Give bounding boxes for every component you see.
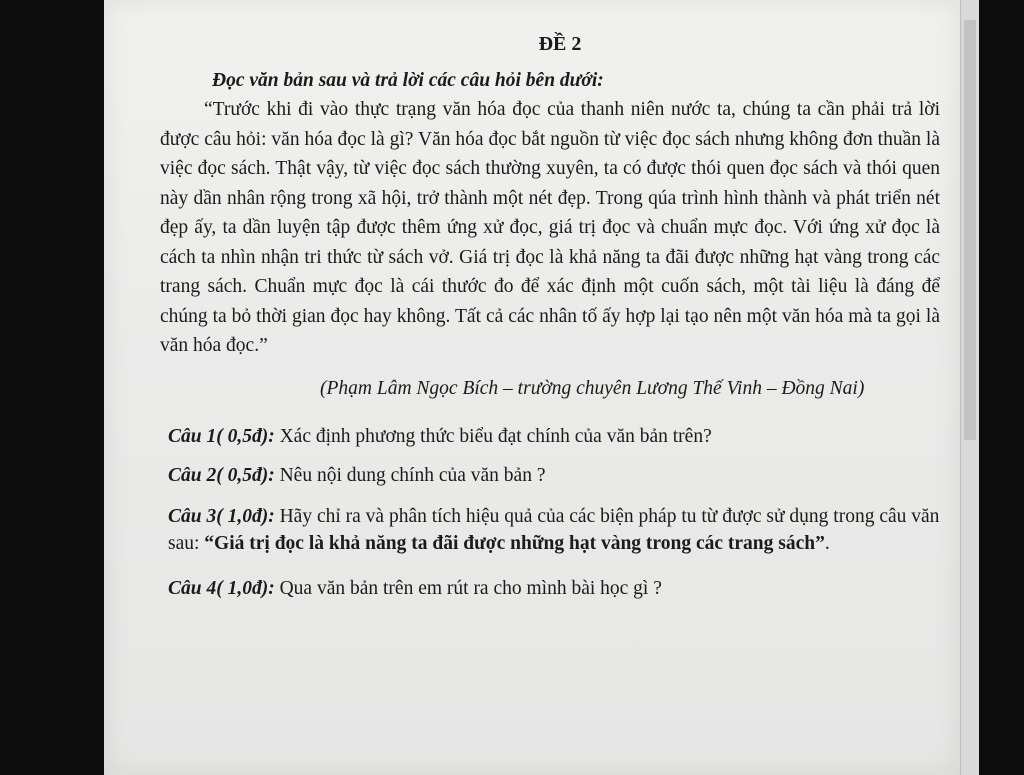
question-1-label: Câu 1( 0,5đ): [168, 425, 275, 447]
document-title: ĐỀ 2 [538, 33, 582, 55]
question-2-label: Câu 2( 0,5đ): [168, 464, 275, 486]
question-2 [168, 462, 940, 489]
question-3-end: . [824, 532, 830, 554]
question-1 [168, 423, 940, 450]
question-3-label: Câu 3( 1,0đ): [168, 505, 275, 527]
instruction-text: Đọc văn bản sau và trả lời các câu hỏi bên dưới: [212, 69, 604, 91]
vertical-scrollbar[interactable] [960, 0, 979, 775]
question-3 [168, 503, 940, 557]
question-1-text: Xác định phương thức biểu đạt chính của văn bản trên? [274, 425, 712, 447]
question-4-text: Qua văn bản trên em rút ra cho mình bài học gì ? [274, 577, 662, 599]
document-content [160, 30, 940, 602]
question-3-text: Hãy chỉ ra và phân tích hiệu quả của các biện pháp tu từ được sử dụng trong câu văn sau: [168, 505, 940, 554]
question-4 [168, 575, 940, 602]
question-3-quote: “Giá trị đọc là khả năng ta đãi được những hạt vàng trong các trang sách” [204, 532, 825, 554]
question-4-label: Câu 4( 1,0đ): [168, 577, 275, 599]
scrollbar-thumb[interactable] [964, 20, 976, 440]
question-2-text: Nêu nội dung chính của văn bản ? [274, 464, 546, 486]
reading-passage: “Trước khi đi vào thực trạng văn hóa đọc của thanh niên nước ta, chúng ta cần phải trả lời được câu hỏi: văn hóa đọc là gì? Văn hóa đọc bắt nguồn từ việc đọc sách nhưng không đơn thuần là việc đọc sách. Thật vậy, từ việc đọc sách thường xuyên, ta có được thói quen đọc sách và thói quen này dần nhân rộng trong xã hội, trở thành một nét đẹp. Trong qúa trình hình thành và phát triển nét đẹp ấy, ta dần luyện tập được thêm ứng xử đọc, giá trị đọc và chuẩn mực đọc. Với ứng xử đọc là cách ta nhìn nhận tri thức từ sách vở. Giá trị đọc là khả năng ta đãi được những hạt vàng trong các trang sách. Chuẩn mực đọc là cái thước đo để xác định một cuốn sách, một tài liệu là đáng để chúng ta bỏ thời gian đọc hay không. Tất cả các nhân tố ấy hợp lại tạo nên một văn hóa mà ta gọi là văn hóa đọc.” [160, 99, 940, 356]
passage-source: (Phạm Lâm Ngọc Bích – trường chuyên Lương Thế Vinh – Đồng Nai) [320, 377, 865, 399]
